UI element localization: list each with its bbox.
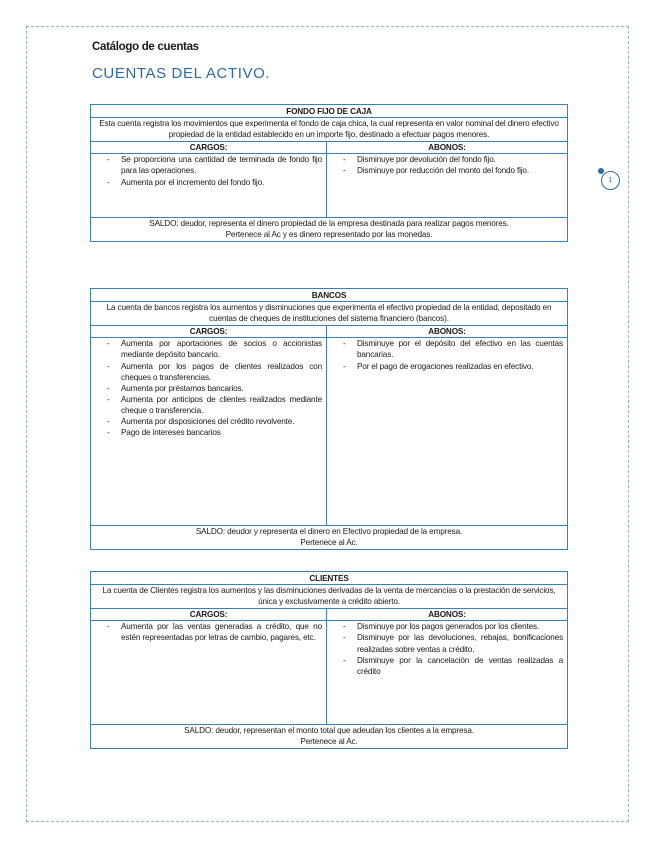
account-description: Esta cuenta registra los movimientos que experimenta el fondo de caja chica, la cual representa en valor nominal del dinero efectivo propiedad de la entidad establecido en un importe fijo, destinado a efectuar pagos menores. (91, 118, 568, 142)
abono-item: - Por el pago de erogaciones realizadas en efectivo. (335, 361, 563, 372)
pertenece-text: Pertenece al Ac y es dinero representado por las monedas. (225, 230, 433, 240)
account-title: FONDO FIJO DE CAJA (91, 105, 568, 118)
doc-title: Catálogo de cuentas (92, 41, 199, 53)
account-table-clientes (90, 571, 568, 749)
saldo-cell (91, 725, 568, 748)
abonos-header: ABONOS: (327, 609, 568, 621)
abonos-cell (327, 154, 568, 218)
page-number-badge[interactable]: 1 (601, 171, 620, 190)
saldo-text: SALDO: deudor y representa el dinero en Efectivo propiedad de la empresa. (195, 527, 463, 537)
account-title: BANCOS (91, 289, 568, 302)
cargo-item: - Se proporciona una cantidad de terminada de fondo fijo para las operaciones. (99, 154, 322, 176)
abonos-cell (327, 338, 568, 526)
account-description: La cuenta de Clientes registra los aumentos y las disminuciones derivadas de la venta de mercancías o la prestación de servicios, única y exclusivamente a crédito abierto. (91, 585, 568, 609)
cargos-header: CARGOS: (91, 609, 327, 621)
cargo-item: - Aumenta por el incremento del fondo fijo. (99, 177, 322, 188)
saldo-text: SALDO: deudor, representan el monto total que adeudan los clientes a la empresa. (184, 726, 474, 736)
cargos-header: CARGOS: (91, 326, 327, 338)
saldo-cell (91, 526, 568, 549)
abono-item: - Disminuye por el depósito del efectivo en las cuentas bancarias. (335, 338, 563, 360)
abono-item: - Disminuye por las devoluciones, rebajas, bonificaciones realizadas sobre ventas a crédito. (335, 632, 563, 654)
cargo-item: - Aumenta por aportaciones de socios o accionistas mediante depósito bancario. (99, 338, 322, 360)
account-table-fondo-fijo (90, 104, 568, 242)
abono-item: - Disminuye por la cancelación de ventas realizadas a crédito (335, 655, 563, 677)
account-title: CLIENTES (91, 572, 568, 585)
saldo-text: SALDO: deudor, representa el dinero propiedad de la empresa destinada para realizar pagos menores. (149, 219, 509, 229)
abonos-cell (327, 621, 568, 725)
cargos-cell (91, 154, 327, 218)
abono-item: - Disminuye por devolución del fondo fijo. (335, 154, 563, 165)
cargo-item: - Aumenta por las ventas generadas a crédito, que no estén representadas por letras de cambio, pagares, etc. (99, 621, 322, 643)
abono-item: - Disminuye por reducción del monto del fondo fijo. (335, 165, 563, 176)
cargo-item: - Pago de intereses bancarios (99, 427, 322, 438)
cargo-item: - Aumenta por anticipos de clientes realizados mediante cheque o transferencia. (99, 394, 322, 416)
abonos-header: ABONOS: (327, 142, 568, 154)
cargos-cell (91, 621, 327, 725)
account-table-bancos (90, 288, 568, 550)
abonos-header: ABONOS: (327, 326, 568, 338)
cargo-item: - Aumenta por los pagos de clientes realizados con cheques o transferencias. (99, 361, 322, 383)
cargos-cell (91, 338, 327, 526)
account-description: La cuenta de bancos registra los aumentos y disminuciones que experimenta el efectivo propiedad de la entidad, depositado en cuentas de cheques de instituciones del sistema financiero (bancos). (91, 302, 568, 326)
section-heading: CUENTAS DEL ACTIVO. (92, 65, 271, 82)
saldo-cell (91, 218, 568, 241)
abono-item: - Disminuye por los pagos generados por los clientes. (335, 621, 563, 632)
pertenece-text: Pertenece al Ac. (300, 538, 358, 548)
cargo-item: - Aumenta por disposiciones del crédito revolvente. (99, 416, 322, 427)
pertenece-text: Pertenece al Ac. (300, 737, 358, 747)
cargos-header: CARGOS: (91, 142, 327, 154)
cargo-item: - Aumenta por préstamos bancarios. (99, 383, 322, 394)
